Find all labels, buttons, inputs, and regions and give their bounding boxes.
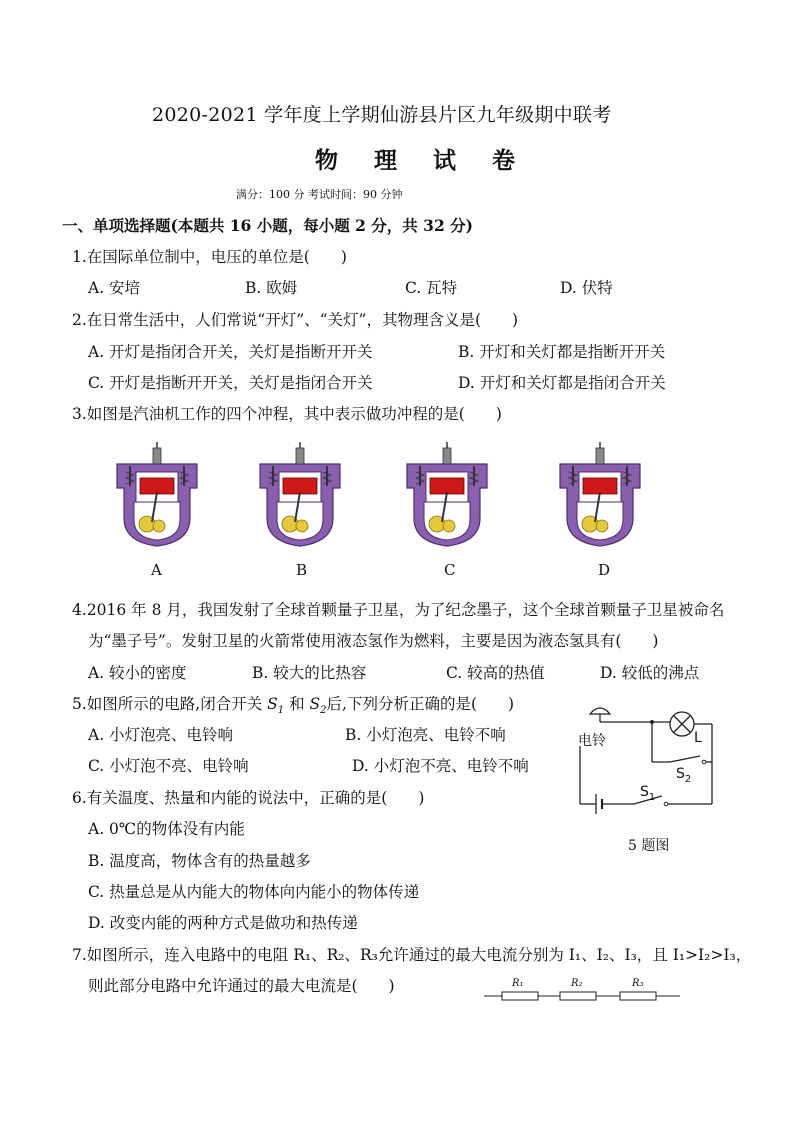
circuit-s1-label [640, 784, 655, 803]
resistor-r3-icon [620, 992, 656, 1000]
q5-option-a: A. 小灯泡亮、电铃响 [88, 726, 234, 744]
circuit-s2-label [676, 766, 691, 785]
q1-option-d: D. 伏特 [560, 279, 613, 297]
circuit-s2-sub: 2 [684, 773, 692, 785]
circuit-s1-letter: S [640, 784, 649, 800]
question-6-stem: 6.有关温度、热量和内能的说法中，正确的是( ) [72, 789, 425, 807]
q4-option-a: A. 较小的密度 [88, 664, 187, 682]
circuit-s2-letter: S [676, 766, 685, 782]
resistor-r2-icon [560, 992, 596, 1000]
question-7-line1: 7.如图所示，连入电路中的电阻 R₁、R₂、R₃允许通过的最大电流分别为 I₁、I₂、I₃，且 I₁>I₂>I₃， [72, 946, 752, 964]
engine-figure-a [117, 442, 197, 546]
circuit-lamp-label: L [694, 730, 702, 746]
resistor-r2-label: R₂ [571, 978, 583, 989]
q5-circuit-diagram [572, 700, 722, 830]
engine-figure-d [560, 442, 640, 546]
engine-figure-c [407, 442, 487, 546]
engine-figure-b [260, 442, 340, 546]
question-4-line2: 为“墨子号”。发射卫星的火箭常使用液态氢作为燃料，主要是因为液态氢具有( ) [88, 632, 659, 650]
q2-option-d: D. 开灯和关灯都是指闭合开关 [458, 374, 666, 392]
switch-s2-icon [670, 756, 700, 762]
exam-title: 2020-2021 学年度上学期仙游县片区九年级期中联考 [152, 104, 612, 126]
engine-label-a: A [151, 561, 162, 579]
q2-option-c: C. 开灯是指断开开关，关灯是指闭合开关 [88, 374, 373, 392]
q5-s2-sub: 2 [320, 705, 327, 717]
q2-option-b: B. 开灯和关灯都是指断开开关 [458, 343, 666, 361]
resistor-r3-label: R₃ [632, 978, 644, 989]
question-2-stem: 2.在日常生活中，人们常说“开灯”、“关灯”，其物理含义是( ) [72, 311, 519, 329]
question-7-line2: 则此部分电路中允许通过的最大电流是( ) [88, 977, 395, 995]
question-4-line1: 4.2016 年 8 月，我国发射了全球首颗量子卫星，为了纪念墨子，这个全球首颗量子卫星被命名 [72, 601, 725, 619]
engine-label-b: B [296, 561, 308, 579]
circuit-caption: 5 题图 [628, 838, 670, 854]
q5-and: 和 [284, 695, 310, 713]
circuit-s1-sub: 1 [648, 791, 656, 803]
bell-icon [590, 708, 610, 714]
question-3-stem: 3.如图是汽油机工作的四个冲程，其中表示做功冲程的是( ) [72, 405, 502, 423]
q1-option-a: A. 安培 [88, 279, 141, 297]
circuit-bell-label: 电铃 [578, 733, 606, 749]
exam-meta: 满分：100 分 考试时间：90 分钟 [236, 188, 403, 201]
section-heading: 一、单项选择题(本题共 16 小题，每小题 2 分，共 32 分) [62, 216, 473, 235]
resistor-r1-label: R₁ [512, 978, 524, 989]
q4-option-d: D. 较低的沸点 [600, 664, 700, 682]
q5-stem-pre: 5.如图所示的电路,闭合开关 [72, 695, 268, 713]
q5-stem-post: 后,下列分析正确的是( ) [326, 695, 515, 713]
q2-option-a: A. 开灯是指闭合开关，关灯是指断开开关 [88, 343, 373, 361]
question-1-stem: 1.在国际单位制中，电压的单位是( ) [72, 248, 347, 266]
q5-option-c: C. 小灯泡不亮、电铃响 [88, 757, 249, 775]
subject-title: 物 理 试 卷 [315, 147, 530, 174]
q5-s1: S [267, 695, 278, 713]
q1-option-c: C. 瓦特 [405, 279, 458, 297]
q4-option-b: B. 较大的比热容 [252, 664, 367, 682]
q5-option-d: D. 小灯泡不亮、电铃不响 [352, 757, 529, 775]
q6-option-a: A. 0℃的物体没有内能 [88, 820, 245, 838]
engine-label-c: C [444, 561, 456, 579]
q6-option-d: D. 改变内能的两种方式是做功和热传递 [88, 914, 358, 932]
resistor-r1-icon [502, 992, 538, 1000]
q1-option-b: B. 欧姆 [245, 279, 298, 297]
q5-s1-sub: 1 [277, 705, 285, 717]
question-5-stem [72, 692, 514, 716]
q6-option-b: B. 温度高，物体含有的热量越多 [88, 852, 311, 870]
q5-s2: S [309, 695, 321, 713]
q5-option-b: B. 小灯泡亮、电铃不响 [345, 726, 506, 744]
engine-strokes-figure [100, 438, 720, 558]
engine-label-d: D [598, 561, 611, 579]
q6-option-c: C. 热量总是从内能大的物体向内能小的物体传递 [88, 883, 420, 901]
q4-option-c: C. 较高的热值 [446, 664, 545, 682]
